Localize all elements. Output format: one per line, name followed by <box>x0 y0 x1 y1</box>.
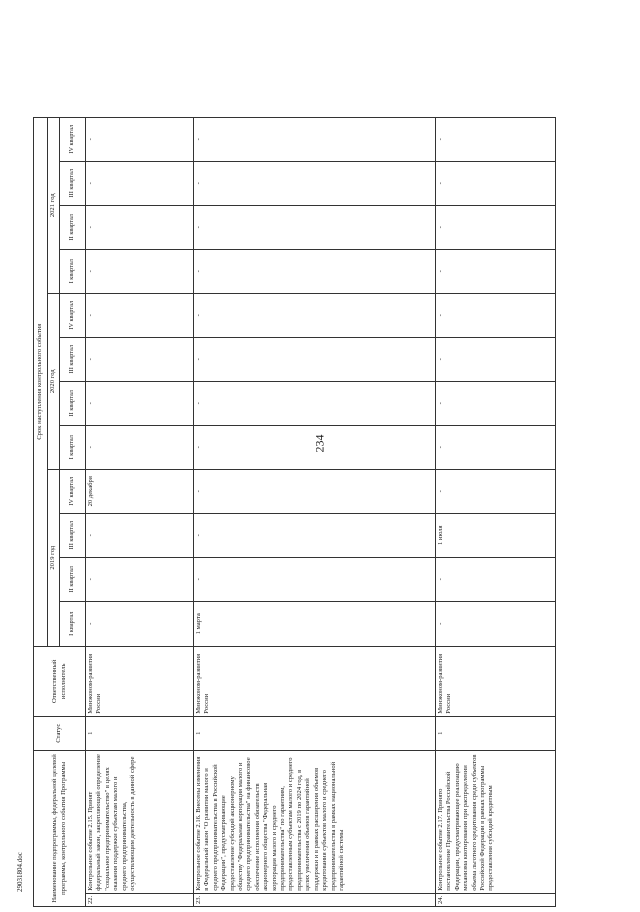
quarter-cell: - <box>86 249 194 293</box>
quarter-cell: - <box>436 557 556 601</box>
header-year-2020: 2020 год <box>48 293 60 469</box>
quarter-cell: - <box>86 601 194 646</box>
header-quarter: III квартал <box>60 161 86 205</box>
quarter-cell: - <box>436 161 556 205</box>
quarter-cell: - <box>86 337 194 381</box>
quarter-cell: - <box>194 293 436 337</box>
quarter-cell: - <box>86 513 194 557</box>
quarter-cell: 1 июля <box>436 513 556 557</box>
header-quarter: II квартал <box>60 205 86 249</box>
responsible-executor: Минэконом-развития России <box>436 646 556 716</box>
header-quarter: I квартал <box>60 601 86 646</box>
quarter-cell: - <box>194 117 436 161</box>
header-name: Наименование подпрограммы, федеральной целевой программы, контрольного события Программы <box>34 750 86 906</box>
event-name: Контрольное событие 2.17. Принято постановление Правительства Российской Федерации, предусматривающее реализацию механизма квотирования при распределении объема льготного кредитования среди субъектов Российской Федерации в рамках программы предоставления субсидий кредитным <box>436 750 556 893</box>
quarter-cell: - <box>86 381 194 425</box>
control-events-table-container <box>33 27 556 907</box>
header-quarter: IV квартал <box>60 117 86 161</box>
header-deadline-group: Срок наступления контрольного события <box>34 117 48 646</box>
header-quarter: II квартал <box>60 557 86 601</box>
quarter-cell: - <box>86 117 194 161</box>
quarter-cell: - <box>436 293 556 337</box>
header-quarter: I квартал <box>60 249 86 293</box>
quarter-cell: - <box>436 249 556 293</box>
event-status: 1 <box>436 716 556 750</box>
quarter-cell: - <box>194 469 436 513</box>
quarter-cell: 20 декабря <box>86 469 194 513</box>
responsible-executor: Минэконом-развития России <box>194 646 436 716</box>
quarter-cell: - <box>194 249 436 293</box>
header-quarter: IV квартал <box>60 469 86 513</box>
quarter-cell: - <box>436 469 556 513</box>
page-number: 234 <box>312 434 327 453</box>
quarter-cell: - <box>194 425 436 469</box>
quarter-cell: - <box>194 513 436 557</box>
header-quarter: I квартал <box>60 425 86 469</box>
row-number: 24. <box>436 893 556 906</box>
header-status: Статус <box>34 716 86 750</box>
event-name: Контрольное событие 2.16. Внесены изменения в Федеральный закон "О развитии малого и среднего предпринимательства в Российской Федерации", предусматривающие предоставление субсидий акционерному обществу "Федеральная корпорация малого и среднего предпринимательства" на финансовое обеспечение исполнения обязательств акционерного общества "Федеральная корпорация малого и среднего предпринимательства" по гарантиям, предоставленным субъектам малого и среднего предпринимательства с 2019 по 2024 год, в целях увеличения объемов гарантийной поддержки и в рамках расширения объемов кредитования субъектов малого и среднего предпринимательства в рамках национальной гарантийной системы <box>194 750 436 893</box>
event-name: Контрольное событие 2.15. Принят федеральный закон, закрепляющий определение "социальное предпринимательство" в целях оказания поддержки субъектам малого и среднего предпринимательства, осуществляющим деятельность в данной сфере <box>86 750 194 893</box>
control-events-table <box>33 117 556 907</box>
quarter-cell: 1 марта <box>194 601 436 646</box>
row-number: 23. <box>194 893 436 906</box>
quarter-cell: - <box>436 117 556 161</box>
quarter-cell: - <box>436 205 556 249</box>
event-status: 1 <box>194 716 436 750</box>
responsible-executor: Минэконом-развития России <box>86 646 194 716</box>
quarter-cell: - <box>436 425 556 469</box>
header-quarter: III квартал <box>60 337 86 381</box>
table-row <box>436 117 556 906</box>
quarter-cell: - <box>86 293 194 337</box>
quarter-cell: - <box>436 381 556 425</box>
header-quarter: IV квартал <box>60 293 86 337</box>
quarter-cell: - <box>436 601 556 646</box>
table-row <box>86 117 194 906</box>
header-quarter: III квартал <box>60 513 86 557</box>
table-row <box>194 117 436 906</box>
quarter-cell: - <box>194 557 436 601</box>
event-status: 1 <box>86 716 194 750</box>
quarter-cell: - <box>194 381 436 425</box>
document-code: 29031804.doc <box>16 852 24 892</box>
quarter-cell: - <box>194 161 436 205</box>
quarter-cell: - <box>436 337 556 381</box>
row-number: 22. <box>86 893 194 906</box>
quarter-cell: - <box>86 205 194 249</box>
quarter-cell: - <box>86 161 194 205</box>
header-year-2019: 2019 год <box>48 469 60 646</box>
quarter-cell: - <box>86 425 194 469</box>
header-quarter: II квартал <box>60 381 86 425</box>
header-responsible: Ответственный исполнитель <box>34 646 86 716</box>
quarter-cell: - <box>86 557 194 601</box>
quarter-cell: - <box>194 205 436 249</box>
header-year-2021: 2021 год <box>48 117 60 293</box>
quarter-cell: - <box>194 337 436 381</box>
